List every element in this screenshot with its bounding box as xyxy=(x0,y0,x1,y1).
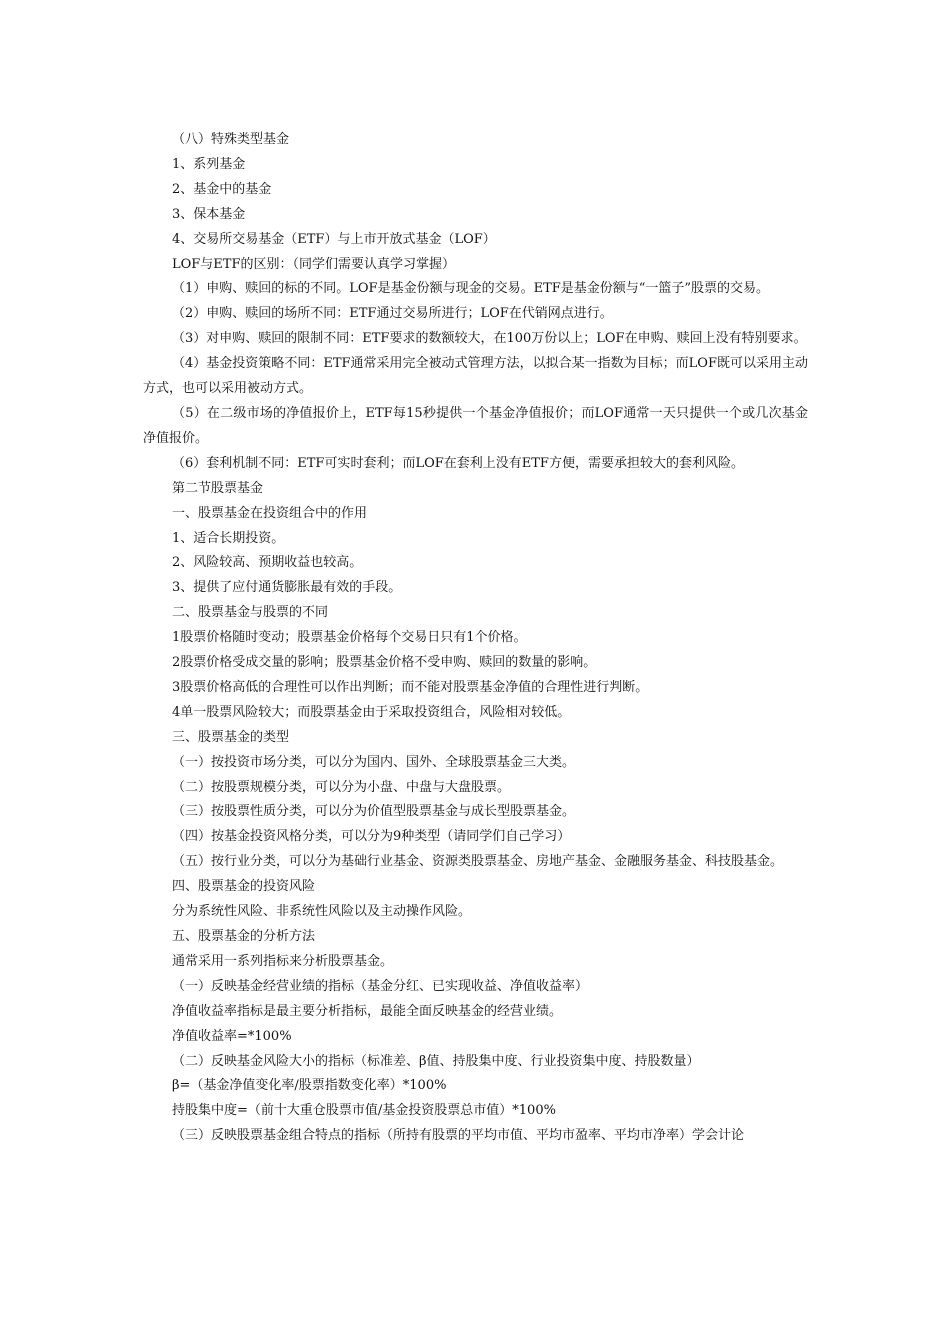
paragraph: （二）反映基金风险大小的指标（标准差、β值、持股集中度、行业投资集中度、持股数量） xyxy=(172,1053,700,1069)
list-item: 2股票价格受成交量的影响；股票基金价格不受申购、赎回的数量的影响。 xyxy=(172,655,597,671)
formula: β=（基金净值变化率/股票指数变化率）*100% xyxy=(172,1078,447,1094)
heading-special-funds: （八）特殊类型基金 xyxy=(172,132,290,147)
list-item: （一）按投资市场分类，可以分为国内、国外、全球股票基金三大类。 xyxy=(172,754,576,770)
subsection-heading: 二、股票基金与股票的不同 xyxy=(172,605,329,621)
list-item: （五）按行业分类，可以分为基础行业基金、资源类股票基金、房地产基金、金融服务基金、科技股基金。 xyxy=(172,854,784,870)
list-item: （三）按股票性质分类，可以分为价值型股票基金与成长型股票基金。 xyxy=(172,804,576,820)
formula: 净值收益率=*100% xyxy=(172,1028,292,1044)
list-item: 4单一股票风险较大；而股票基金由于采取投资组合，风险相对较低。 xyxy=(172,704,571,720)
list-item: （二）按股票规模分类，可以分为小盘、中盘与大盘股票。 xyxy=(172,779,511,795)
paragraph: LOF与ETF的区别：（同学们需要认真学习掌握） xyxy=(172,256,455,272)
paragraph: 通常采用一系列指标来分析股票基金。 xyxy=(172,953,394,969)
paragraph: （三）反映股票基金组合特点的指标（所持有股票的平均市值、平均市盈率、平均市净率）学会计论 xyxy=(172,1128,745,1144)
subsection-heading: 一、股票基金在投资组合中的作用 xyxy=(172,505,368,521)
section-heading: 第二节股票基金 xyxy=(172,480,264,496)
paragraph: （1）申购、赎回的标的不同。LOF是基金份额与现金的交易。ETF是基金份额与“一篮子”股票的交易。 xyxy=(172,281,770,297)
formula: 持股集中度=（前十大重仓股票市值/基金投资股票总市值）*100% xyxy=(172,1103,556,1119)
list-item: 3股票价格高低的合理性可以作出判断；而不能对股票基金净值的合理性进行判断。 xyxy=(172,679,649,695)
list-item: 1、系列基金 xyxy=(172,156,246,172)
list-item: 1、适合长期投资。 xyxy=(172,530,285,546)
paragraph: （5）在二级市场的净值报价上，ETF每15秒提供一个基金净值报价；而LOF通常一天只提供一个或几次基金净值报价。 xyxy=(143,405,808,446)
document-body xyxy=(143,128,808,1149)
subsection-heading: 五、股票基金的分析方法 xyxy=(172,929,316,944)
list-item: 2、风险较高、预期收益也较高。 xyxy=(172,555,363,571)
paragraph: 分为系统性风险、非系统性风险以及主动操作风险。 xyxy=(172,904,472,920)
list-item: （四）按基金投资风格分类，可以分为9种类型（请同学们自己学习） xyxy=(172,829,571,845)
list-item: 1股票价格随时变动；股票基金价格每个交易日只有1个价格。 xyxy=(172,630,527,646)
list-item: 2、基金中的基金 xyxy=(172,181,272,197)
list-item: 3、提供了应付通货膨胀最有效的手段。 xyxy=(172,580,402,596)
paragraph: （4）基金投资策略不同：ETF通常采用完全被动式管理方法，以拟合某一指数为目标；而LOF既可以采用主动方式，也可以采用被动方式。 xyxy=(143,356,808,397)
subsection-heading: 三、股票基金的类型 xyxy=(172,729,290,745)
subsection-heading: 四、股票基金的投资风险 xyxy=(172,879,316,895)
list-item: 3、保本基金 xyxy=(172,206,246,222)
paragraph: （一）反映基金经营业绩的指标（基金分红、已实现收益、净值收益率） xyxy=(172,978,589,994)
paragraph: （6）套利机制不同：ETF可实时套利；而LOF在套利上没有ETF方便，需要承担较大的套利风险。 xyxy=(172,455,744,471)
paragraph: （2）申购、赎回的场所不同：ETF通过交易所进行；LOF在代销网点进行。 xyxy=(172,306,613,322)
list-item: 4、交易所交易基金（ETF）与上市开放式基金（LOF） xyxy=(172,231,496,247)
paragraph: （3）对申购、赎回的限制不同：ETF要求的数额较大，在100万份以上；LOF在申购、赎回上没有特别要求。 xyxy=(172,331,807,347)
paragraph: 净值收益率指标是最主要分析指标，最能全面反映基金的经营业绩。 xyxy=(172,1003,563,1019)
